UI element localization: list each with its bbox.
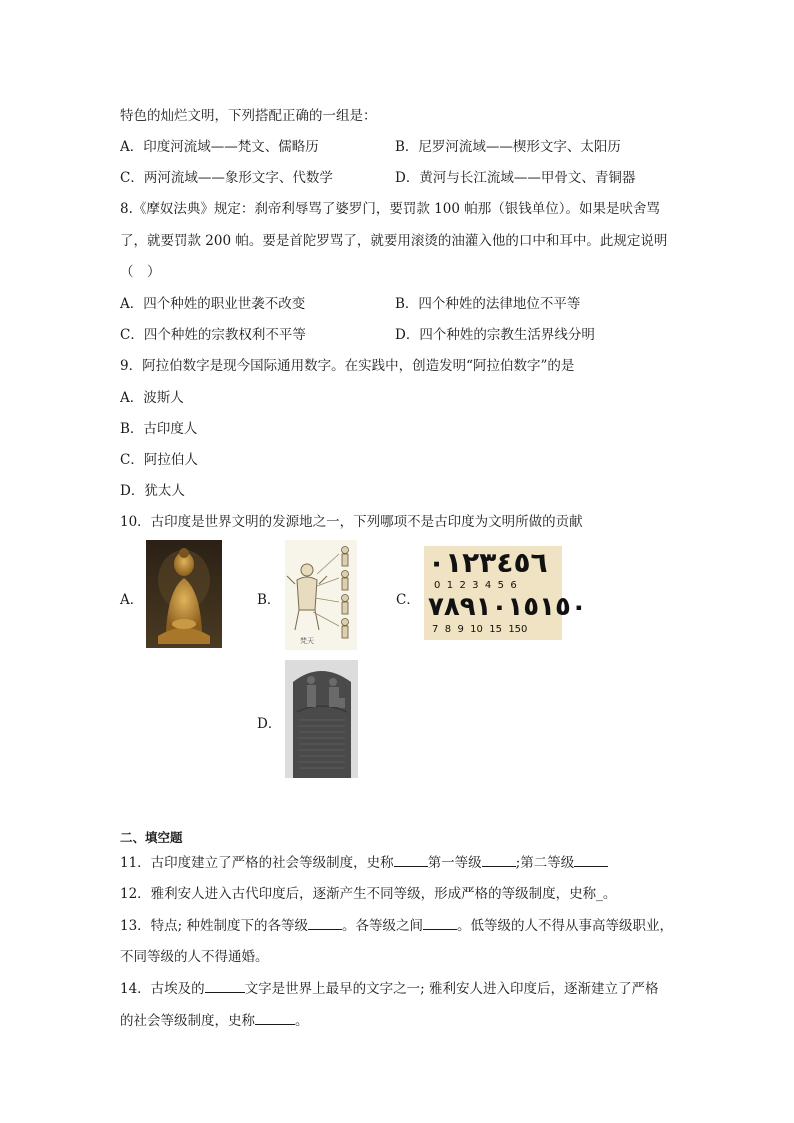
q8-option-b: B．四个种姓的法律地位不平等 xyxy=(395,296,581,312)
q13-part1: 13．特点; 种姓制度下的各等级 xyxy=(120,918,309,934)
q13-blank-1 xyxy=(308,915,342,930)
q9-stem: 9．阿拉伯数字是现今国际通用数字。在实践中，创造发明“阿拉伯数字”的是 xyxy=(120,358,575,374)
q14-part1: 14．古埃及的 xyxy=(120,981,205,997)
q8-answer-paren: （ ） xyxy=(120,264,161,280)
q14-line1 xyxy=(120,977,659,997)
q11-blank-1 xyxy=(394,852,428,867)
q14-line2 xyxy=(120,1009,309,1029)
q11-blank-3 xyxy=(574,852,608,867)
q8-option-c: C．四个种姓的宗教权利不平等 xyxy=(120,327,306,343)
brahma-caption: 梵天 xyxy=(300,637,314,645)
q10-stem: 10．古印度是世界文明的发源地之一，下列哪项不是古印度为文明所做的贡献 xyxy=(120,514,583,530)
numerals-row-1: ٠١٢٣٤٥٦ xyxy=(428,546,548,579)
q13-line2: 不同等级的人不得通婚。 xyxy=(120,949,269,965)
q14-blank-2 xyxy=(255,1010,295,1025)
digits-row-1: 0 1 2 3 4 5 6 xyxy=(434,580,517,591)
q9-option-b: B．古印度人 xyxy=(120,421,198,437)
q8-stem-line1: 8.《摩奴法典》规定：刹帝利辱骂了婆罗门，要罚款 100 帕那（银钱单位）。如果是吠舍骂 xyxy=(120,201,660,217)
numerals-row-2: ٧٨٩١٠١٥١٥٠ xyxy=(428,592,587,622)
q7-option-c: C．两河流域——象形文字、代数学 xyxy=(120,170,333,186)
arabic-numerals-image xyxy=(424,546,587,640)
q10-label-a: A． xyxy=(120,592,144,608)
q8-option-d: D．四个种姓的宗教生活界线分明 xyxy=(395,327,595,343)
q7-option-a: A．印度河流域——梵文、儒略历 xyxy=(120,139,319,155)
q7-option-d: D．黄河与长江流域——甲骨文、青铜器 xyxy=(395,170,636,186)
q9-option-a: A．波斯人 xyxy=(120,390,184,406)
q13-line1 xyxy=(120,914,673,934)
q13-part3: 。低等级的人不得从事高等级职业， xyxy=(457,918,674,934)
q14-part4: 。 xyxy=(295,1013,309,1029)
q9-option-c: C．阿拉伯人 xyxy=(120,452,198,468)
q11-part1: 11．古印度建立了严格的社会等级制度，史称 xyxy=(120,855,394,871)
q7-stem-tail: 特色的灿烂文明，下列搭配正确的一组是： xyxy=(120,108,377,124)
q7-option-b: B．尼罗河流域——楔形文字、太阳历 xyxy=(395,139,621,155)
q9-option-d: D．犹太人 xyxy=(120,483,185,499)
brahma-caste-diagram-image xyxy=(285,540,357,650)
q10-label-c: C． xyxy=(396,592,420,608)
q12-text: 12．雅利安人进入古代印度后，逐渐产生不同等级，形成严格的等级制度，史称_。 xyxy=(120,886,617,902)
section-heading: 二、填空题 xyxy=(120,830,183,845)
q8-stem-line2: 了，就要罚款 200 帕。要是首陀罗骂了，就要用滚烫的油灌入他的口中和耳中。此规定说明 xyxy=(120,233,668,249)
digits-row-2: 7 8 9 10 15 150 xyxy=(432,624,528,635)
q11-blank-2 xyxy=(482,852,516,867)
q13-part2: 。各等级之间 xyxy=(342,918,424,934)
buddha-statue-image xyxy=(146,540,222,648)
q10-label-b: B． xyxy=(257,592,281,608)
q10-label-d: D． xyxy=(257,716,282,732)
q14-part3: 的社会等级制度，史称 xyxy=(120,1013,255,1029)
hammurabi-stele-image xyxy=(285,660,358,778)
q11-part3: ;第二等级 xyxy=(515,855,575,871)
q11-part2: 第一等级 xyxy=(427,855,482,871)
q14-blank-1 xyxy=(205,978,245,993)
q11-text xyxy=(120,851,608,871)
q14-part2: 文字是世界上最早的文字之一; 雅利安人进入印度后，逐渐建立了严格 xyxy=(244,981,659,997)
q13-blank-2 xyxy=(423,915,457,930)
q8-option-a: A．四个种姓的职业世袭不改变 xyxy=(120,296,306,312)
